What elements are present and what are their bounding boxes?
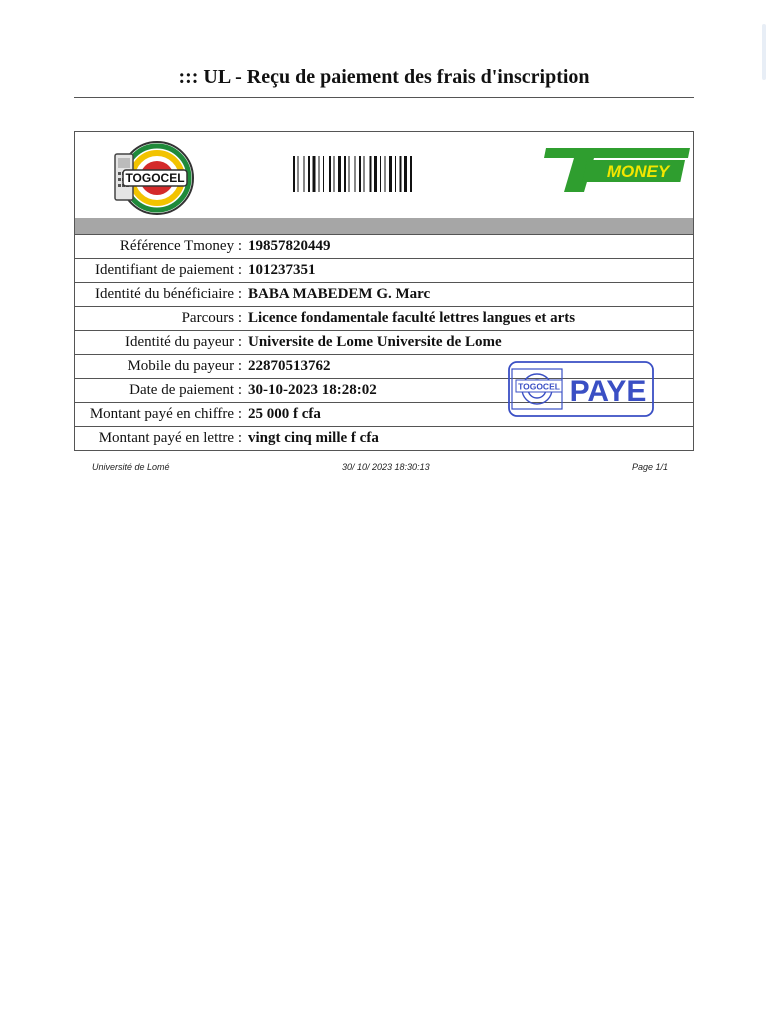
stamp-paye-text: PAYE <box>569 375 647 408</box>
tmoney-logo-icon <box>544 146 692 194</box>
row-value: 101237351 <box>248 262 316 278</box>
scroll-indicator <box>762 24 766 80</box>
tmoney-t-letter: T <box>550 157 551 158</box>
footer-page-number: Page 1/1 <box>632 462 669 472</box>
row-label: Montant payé en chiffre : <box>89 406 242 422</box>
receipt-rows <box>75 235 693 450</box>
receipt-row <box>75 330 693 354</box>
togocel-logo-icon <box>111 140 197 216</box>
receipt-row <box>75 306 693 330</box>
row-value: Universite de Lome Universite de Lome <box>248 334 502 350</box>
footer-institution: Université de Lomé <box>92 462 170 472</box>
row-label: Identité du bénéficiaire : <box>94 286 242 302</box>
row-value: Licence fondamentale faculté lettres langues et arts <box>248 310 576 326</box>
paye-stamp-icon <box>508 361 654 417</box>
logo-band <box>75 132 693 218</box>
row-value: vingt cinq mille f cfa <box>248 430 379 446</box>
row-label: Date de paiement : <box>129 382 242 398</box>
stamp-brand-text: TOGOCEL <box>518 381 560 392</box>
receipt-row <box>75 235 693 258</box>
receipt-row <box>75 258 693 282</box>
row-label: Montant payé en lettre : <box>98 430 242 446</box>
receipt-table <box>74 131 694 451</box>
row-value: BABA MABEDEM G. Marc <box>248 286 431 302</box>
barcode-icon <box>293 156 441 192</box>
row-label: Parcours : <box>181 310 242 326</box>
row-value: 19857820449 <box>248 238 331 254</box>
row-value: 30-10-2023 18:28:02 <box>248 382 377 398</box>
row-label: Identité du payeur : <box>124 334 242 350</box>
title-divider <box>74 97 694 98</box>
receipt-row <box>75 282 693 306</box>
togocel-logo-text: TOGOCEL <box>125 171 185 185</box>
row-value: 25 000 f cfa <box>248 406 321 422</box>
tmoney-logo-text: MONEY <box>606 162 670 181</box>
page-title: ::: UL - Reçu de paiement des frais d'inscription <box>178 66 590 88</box>
receipt-row <box>75 426 693 450</box>
row-label: Mobile du payeur : <box>127 358 242 374</box>
header-band <box>75 218 693 235</box>
row-label: Référence Tmoney : <box>119 238 242 254</box>
row-value: 22870513762 <box>248 358 331 374</box>
row-label: Identifiant de paiement : <box>94 262 242 278</box>
footer-timestamp: 30/ 10/ 2023 18:30:13 <box>342 462 430 472</box>
